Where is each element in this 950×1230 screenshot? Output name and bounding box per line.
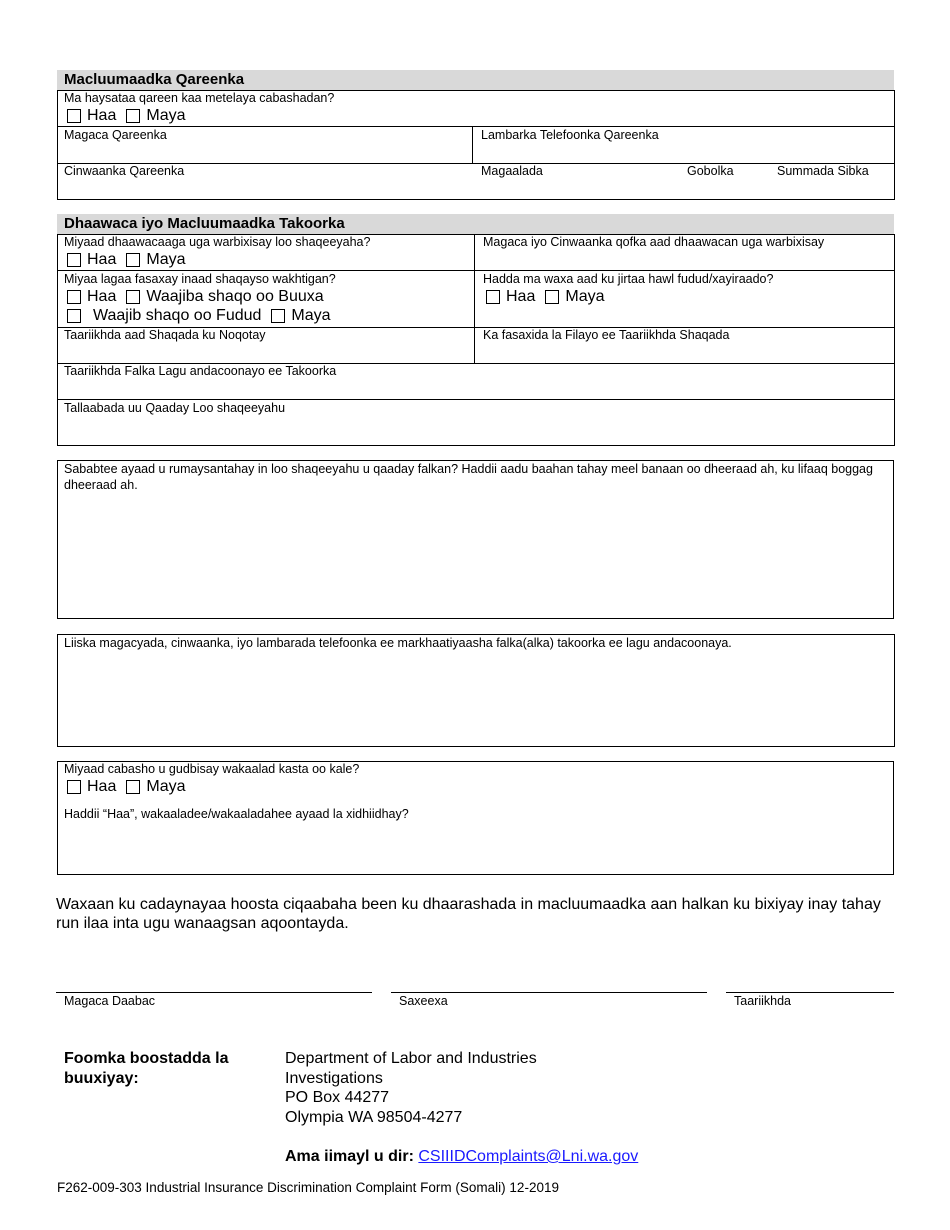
reported-injury-options — [67, 251, 195, 269]
working-options-row2 — [67, 307, 341, 325]
full-duty-checkbox[interactable] — [126, 290, 140, 304]
date-line[interactable] — [726, 992, 894, 993]
reported-injury-question: Miyaad dhaawacaaga uga warbixisay loo shaqeeyaha? — [64, 235, 371, 249]
employer-action-field[interactable]: Tallaabada uu Qaaday Loo shaqeeyahu — [64, 401, 286, 415]
working-yes-checkbox[interactable] — [67, 290, 81, 304]
date-discrimination-field[interactable]: Taariikhda Falka Lagu andacoonayo ee Takoorka — [64, 364, 337, 378]
has-attorney-yes-checkbox[interactable] — [67, 109, 81, 123]
email-link[interactable]: CSIIIDComplaints@Lni.wa.gov — [418, 1148, 639, 1165]
working-question: Miyaa lagaa fasaxay inaad shaqayso wakhtigan? — [64, 272, 336, 286]
attorney-name-field[interactable]: Magaca Qareenka — [64, 128, 167, 142]
no-label: Maya — [146, 107, 186, 124]
has-attorney-options — [67, 107, 195, 125]
light-duty-checkbox[interactable] — [67, 309, 81, 323]
attorney-section-header: Macluumaadka Qareenka — [57, 70, 894, 90]
no-label: Maya — [146, 778, 186, 795]
email-label: Ama iimayl u dir: — [285, 1148, 414, 1165]
signature-line[interactable] — [391, 992, 707, 993]
claim-section-header: Dhaawaca iyo Macluumaadka Takoorka — [57, 214, 894, 234]
light-duty-offer-options — [486, 288, 614, 306]
other-agency-options — [67, 778, 195, 796]
mailing-address — [285, 1049, 537, 1127]
reason-prompt: Sababtee ayaad u rumaysantahay in loo shaqeeyahu u qaaday falkan? Haddii aadu baahan tahay meel banaan oo dheeraad ah, ku lifaaq boggag dheeraad ah. — [64, 462, 873, 492]
yes-label: Haa — [87, 251, 117, 268]
reported-yes-checkbox[interactable] — [67, 253, 81, 267]
working-no-checkbox[interactable] — [271, 309, 285, 323]
witness-prompt: Liiska magacyada, cinwaanka, iyo lambarada telefoonka ee markhaatiyaasha falka(alka) takoorka ee lagu andacoonaya. — [64, 636, 732, 650]
certification-statement: Waxaan ku cadaynayaa hoosta ciqaabaha been ku dhaarashada in macluumaadka aan halkan ku bixiyay inay tahay run ilaa inta ugu wanaagsan aqoontayda. — [56, 896, 881, 932]
yes-label: Haa — [87, 288, 117, 305]
agency-yes-checkbox[interactable] — [67, 780, 81, 794]
no-label: Maya — [565, 288, 605, 305]
address-line: Olympia WA 98504-4277 — [285, 1108, 463, 1126]
light-offer-no-checkbox[interactable] — [545, 290, 559, 304]
reported-to-field[interactable]: Magaca iyo Cinwaanka qofka aad dhaawacan uga warbixisay — [483, 235, 825, 249]
mail-label-line1: Foomka boostadda la — [64, 1050, 229, 1067]
attorney-city-field[interactable]: Magaalada — [481, 164, 543, 178]
attorney-zip-field[interactable]: Summada Sibka — [777, 164, 869, 178]
date-claim-field[interactable]: Ka fasaxida la Filayo ee Taariikhda Shaqada — [483, 328, 730, 342]
date-injury-field[interactable]: Taariikhda aad Shaqada ku Noqotay — [64, 328, 266, 342]
divider — [57, 126, 895, 127]
print-name-label: Magaca Daabac — [64, 994, 156, 1008]
working-options-row1 — [67, 288, 334, 306]
form-footer: F262-009-303 Industrial Insurance Discrimination Complaint Form (Somali) 12-2019 — [57, 1180, 559, 1195]
divider — [57, 270, 895, 271]
address-line: Investigations — [285, 1069, 383, 1087]
reported-no-checkbox[interactable] — [126, 253, 140, 267]
light-duty-label: Waajib shaqo oo Fudud — [93, 307, 262, 324]
agency-no-checkbox[interactable] — [126, 780, 140, 794]
divider — [472, 126, 473, 163]
mail-form-label — [64, 1049, 228, 1088]
address-line: Department of Labor and Industries — [285, 1050, 537, 1067]
print-name-line[interactable] — [56, 992, 372, 993]
light-offer-yes-checkbox[interactable] — [486, 290, 500, 304]
has-attorney-no-checkbox[interactable] — [126, 109, 140, 123]
yes-label: Haa — [506, 288, 536, 305]
date-label: Taariikhda — [734, 994, 791, 1008]
signature-label: Saxeexa — [399, 994, 448, 1008]
yes-label: Haa — [87, 107, 117, 124]
address-line: PO Box 44277 — [285, 1089, 390, 1106]
email-row — [285, 1147, 638, 1167]
attorney-address-field[interactable]: Cinwaanka Qareenka — [64, 164, 185, 178]
divider — [57, 399, 895, 400]
no-label: Maya — [291, 307, 331, 324]
divider — [474, 234, 475, 363]
yes-label: Haa — [87, 778, 117, 795]
other-agency-question: Miyaad cabasho u gudbisay wakaalad kasta oo kale? — [64, 762, 360, 776]
light-duty-offer-question: Hadda ma waxa aad ku jirtaa hawl fudud/xayiraado? — [483, 272, 774, 286]
no-label: Maya — [146, 251, 186, 268]
full-duty-label: Waajiba shaqo oo Buuxa — [146, 288, 324, 305]
has-attorney-question: Ma haysataa qareen kaa metelaya cabashadan? — [64, 91, 335, 105]
attorney-phone-field[interactable]: Lambarka Telefoonka Qareenka — [481, 128, 659, 142]
which-agency-field[interactable]: Haddii “Haa”, wakaaladee/wakaaladahee ayaad la xidhiidhay? — [64, 807, 409, 821]
mail-label-line2: buuxiyay: — [64, 1069, 139, 1087]
attorney-state-field[interactable]: Gobolka — [687, 164, 734, 178]
